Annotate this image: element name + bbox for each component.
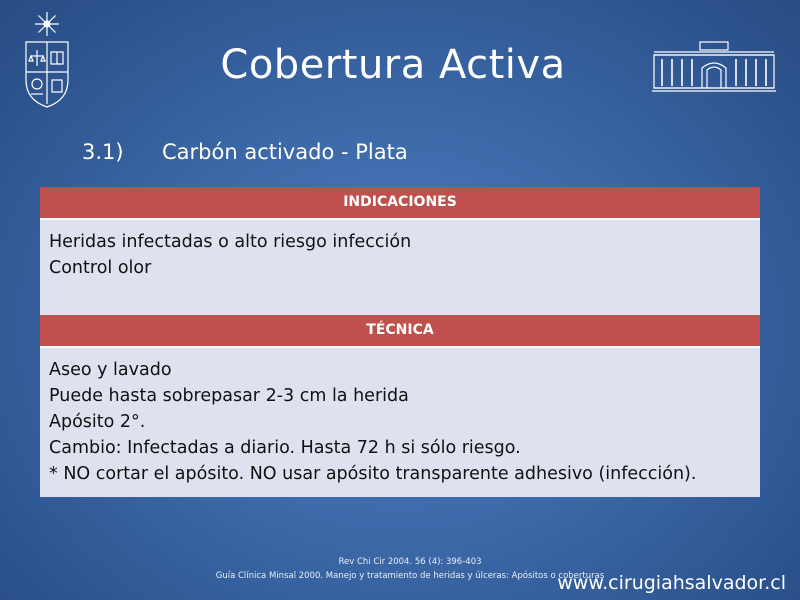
- table-line: Control olor: [49, 258, 152, 278]
- table-line: Puede hasta sobrepasar 2-3 cm la herida: [49, 386, 409, 406]
- info-table: [40, 187, 760, 497]
- table-body-tecnica: [40, 348, 760, 497]
- reference-2: Guía Clínica Minsal 2000. Manejo y tratamiento de heridas y úlceras: Apósitos o coberturas: [215, 571, 605, 581]
- section-number: 3.1): [82, 140, 124, 164]
- table-body-indicaciones: [40, 220, 760, 315]
- table-header-tecnica: TÉCNICA: [40, 315, 760, 348]
- website-url: www.cirugiahsalvador.cl: [557, 572, 786, 594]
- reference-1: Rev Chi Cir 2004. 56 (4): 396-403: [338, 557, 482, 567]
- table-line: Apósito 2°.: [49, 412, 146, 432]
- section-heading: Carbón activado - Plata: [162, 140, 408, 164]
- slide-title: Cobertura Activa: [220, 42, 566, 88]
- table-line: Aseo y lavado: [49, 360, 172, 380]
- table-header-indicaciones: INDICACIONES: [40, 187, 760, 220]
- table-line: * NO cortar el apósito. NO usar apósito transparente adhesivo (infección).: [49, 464, 697, 484]
- table-line: Heridas infectadas o alto riesgo infección: [49, 232, 412, 252]
- table-line: Cambio: Infectadas a diario. Hasta 72 h si sólo riesgo.: [49, 438, 521, 458]
